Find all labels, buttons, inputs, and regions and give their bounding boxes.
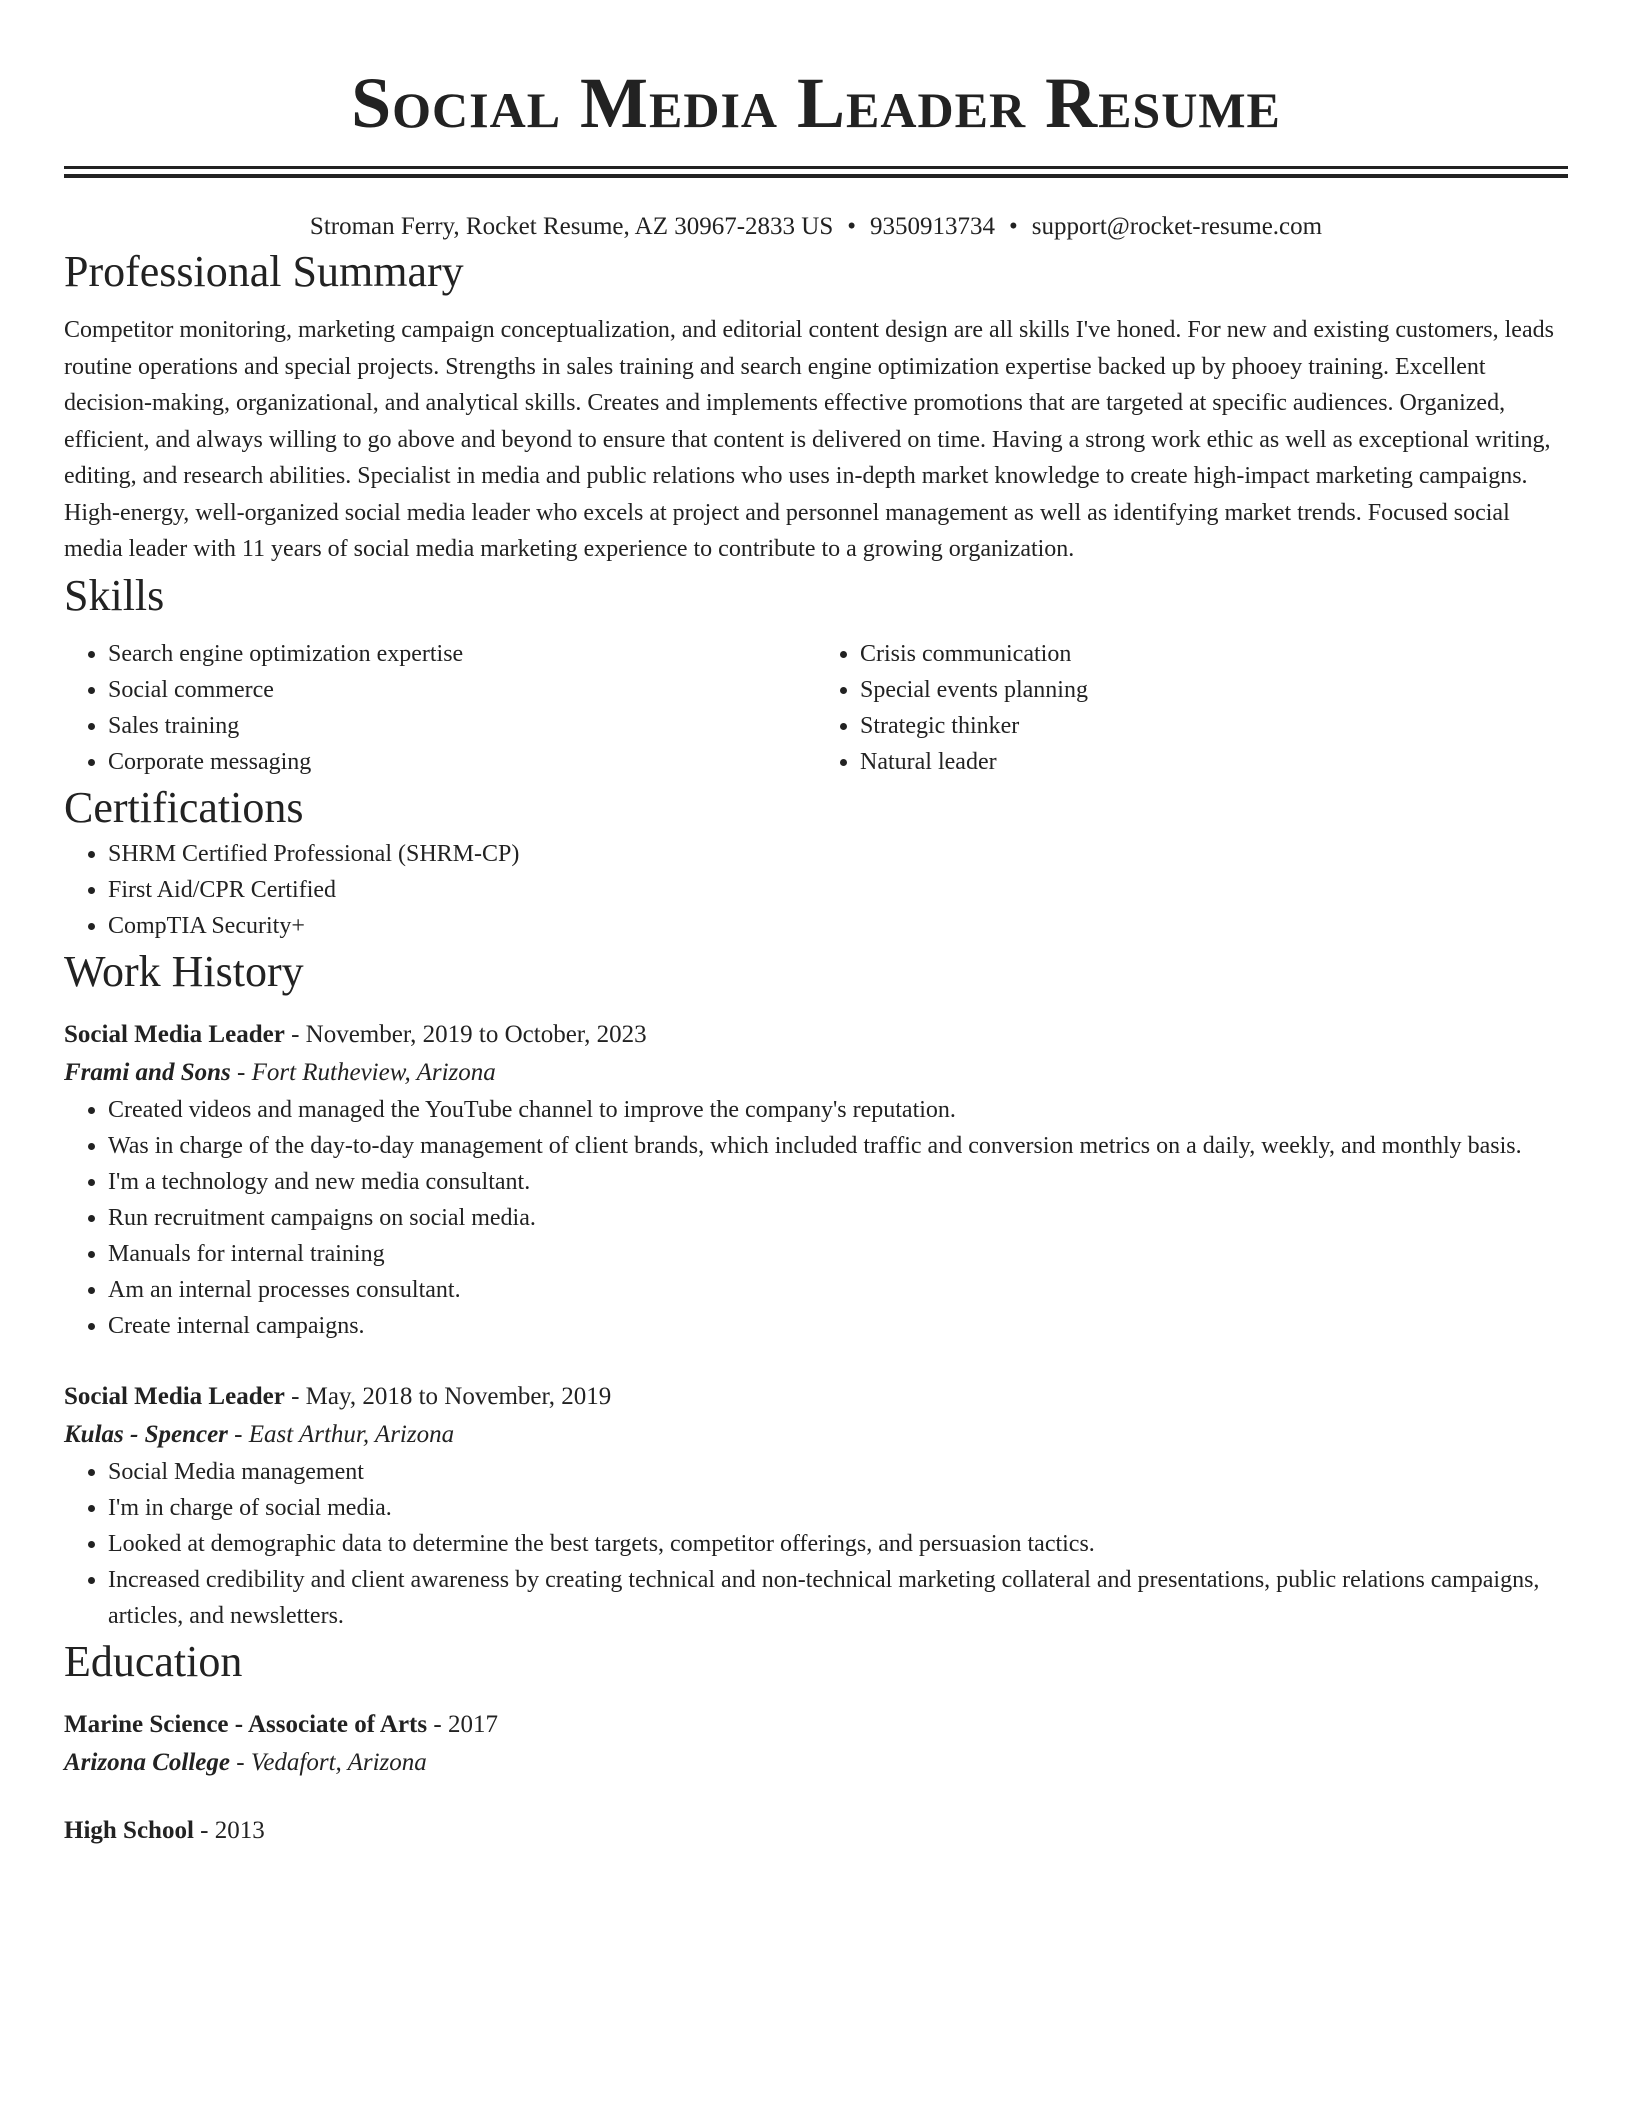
resume-title: Social Media Leader Resume: [351, 63, 1281, 143]
job-duties-list: [64, 1454, 1568, 1634]
certification-item: • SHRM Certified Professional (SHRM-CP): [108, 836, 1568, 872]
education-school-line: [64, 1744, 1568, 1782]
skill-item: • Search engine optimization expertise: [108, 636, 816, 672]
summary-heading: Professional Summary: [64, 247, 464, 296]
skill-item: • Corporate messaging: [108, 744, 816, 780]
job-employer-line: [64, 1054, 1568, 1092]
job-duty: • Am an internal processes consultant.: [108, 1272, 1568, 1308]
job-duty: • Created videos and managed the YouTube channel to improve the company's reputation.: [108, 1092, 1568, 1128]
job-dates: May, 2018 to November, 2019: [305, 1382, 612, 1410]
job-dates: November, 2019 to October, 2023: [305, 1020, 647, 1048]
job-duty: • I'm a technology and new media consultant.: [108, 1164, 1568, 1200]
education-heading: Education: [64, 1636, 243, 1686]
contact-email: support@rocket-resume.com: [1031, 213, 1323, 240]
title-double-rule: [64, 166, 1568, 178]
contact-phone: 9350913734: [870, 213, 996, 240]
job-duty: • Increased credibility and client awareness by creating technical and non-technical marketing collateral and presentations, public relations campaigns, articles, and newsletters.: [108, 1562, 1568, 1634]
skill-item: • Social commerce: [108, 672, 816, 708]
dash: -: [291, 1382, 300, 1410]
dash: -: [200, 1816, 209, 1844]
skills-columns: [64, 636, 1568, 780]
education-degree: Marine Science - Associate of Arts: [64, 1710, 428, 1738]
contact-address: Stroman Ferry, Rocket Resume, AZ 30967-2833 US: [309, 213, 834, 240]
job-company: Frami and Sons: [64, 1058, 231, 1086]
skill-item: • Crisis communication: [860, 636, 1568, 672]
contact-separator: •: [1009, 213, 1018, 240]
job-duty: • I'm in charge of social media.: [108, 1490, 1568, 1526]
skill-item: • Natural leader: [860, 744, 1568, 780]
certification-item: • First Aid/CPR Certified: [108, 872, 1568, 908]
job-duties-list: [64, 1092, 1568, 1344]
dash: -: [291, 1020, 300, 1048]
certification-item: • CompTIA Security+: [108, 908, 1568, 944]
job-company: Kulas - Spencer: [64, 1420, 228, 1448]
skill-item: • Sales training: [108, 708, 816, 744]
skill-item: • Strategic thinker: [860, 708, 1568, 744]
education-year: 2017: [447, 1710, 498, 1738]
certifications-heading: Certifications: [64, 782, 304, 832]
certifications-list: [64, 836, 1568, 944]
skill-item: • Special events planning: [860, 672, 1568, 708]
dash: -: [433, 1710, 442, 1738]
job-duty: • Manuals for internal training: [108, 1236, 1568, 1272]
skills-right-list: [816, 636, 1568, 780]
summary-text: Competitor monitoring, marketing campaign conceptualization, and editorial content design are all skills I've honed. For new and existing customers, leads routine operations and special projects. Strengths in sales training and search engine optimization expertise backed up by phooey training. Excellent decision-making, organizational, and analytical skills. Creates and implements effective promotions that are targeted at specific audiences. Organized, efficient, and always willing to go above and beyond to ensure that content is delivered on time. Having a strong work ethic as well as exceptional writing, editing, and research abilities. Specialist in media and public relations who uses in-depth market knowledge to create high-impact marketing campaigns. High-energy, well-organized social media leader who excels at project and personnel management as well as identifying market trends. Focused social media leader with 11 years of social media marketing experience to contribute to a growing organization.: [64, 317, 1554, 562]
job-duty: • Run recruitment campaigns on social media.: [108, 1200, 1568, 1236]
job-employer-line: [64, 1416, 1568, 1454]
dash: -: [234, 1420, 243, 1448]
job-location: East Arthur, Arizona: [248, 1420, 455, 1448]
job-duty: • Looked at demographic data to determine the best targets, competitor offerings, and persuasion tactics.: [108, 1526, 1568, 1562]
skills-left-list: [64, 636, 816, 780]
job-location: Fort Rutheview, Arizona: [251, 1058, 496, 1086]
job-duty: • Was in charge of the day-to-day management of client brands, which included traffic and conversion metrics on a daily, weekly, and monthly basis.: [108, 1128, 1568, 1164]
job-header: [64, 1378, 1568, 1416]
education-header: [64, 1706, 1568, 1744]
job-duty: • Create internal campaigns.: [108, 1308, 1568, 1344]
job-title: Social Media Leader: [64, 1382, 285, 1410]
job-title: Social Media Leader: [64, 1020, 285, 1048]
work-history-heading: Work History: [64, 946, 304, 996]
job-duty: • Social Media management: [108, 1454, 1568, 1490]
dash: -: [237, 1058, 246, 1086]
education-header: [64, 1812, 1568, 1850]
education-year: 2013: [214, 1816, 265, 1844]
education-school: Arizona College: [64, 1748, 230, 1776]
education-location: Vedafort, Arizona: [250, 1748, 427, 1776]
education-degree: High School: [64, 1816, 194, 1844]
dash: -: [236, 1748, 245, 1776]
skills-heading: Skills: [64, 570, 165, 620]
contact-separator: •: [847, 213, 857, 240]
contact-line: [64, 210, 1568, 244]
job-header: [64, 1016, 1568, 1054]
